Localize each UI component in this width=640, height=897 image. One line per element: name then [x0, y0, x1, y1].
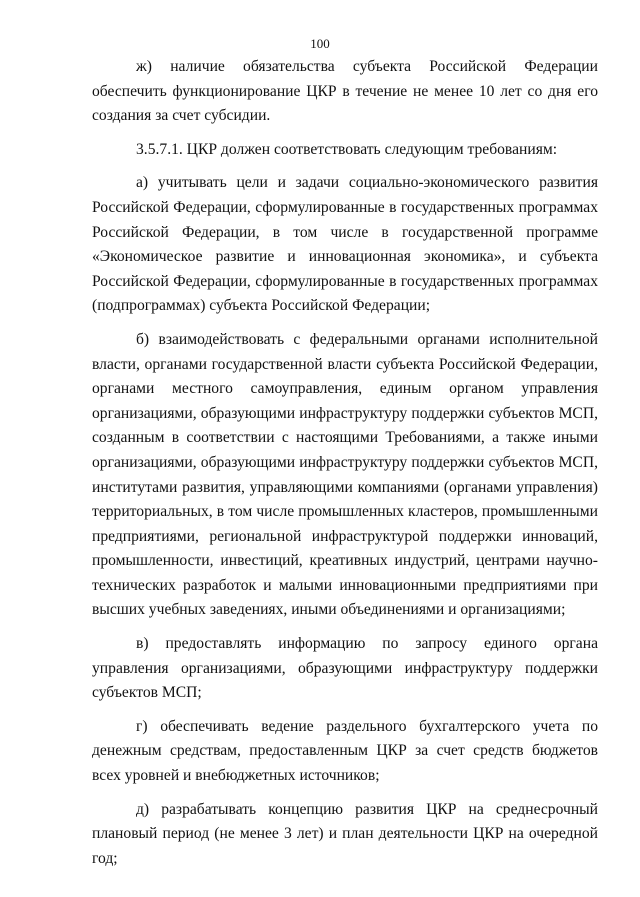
paragraph-a: а) учитывать цели и задачи социально-экономического развития Российской Федерации, сформулированные в государственных программах Российской Федерации, в том числе в государственной программе «Экономическое развитие и инновационная экономика», и субъекта Российской Федерации, сформулированные в государственных программах (подпрограммах) субъекта Российской Федерации; [92, 174, 598, 315]
paragraph-v: в) предоставлять информацию по запросу единого органа управления организациями, образующими инфраструктуру поддержки субъектов МСП; [92, 635, 598, 702]
page-number: 100 [310, 36, 330, 51]
paragraph-d: д) разрабатывать концепцию развития ЦКР на среднесрочный плановый период (не менее 3 лет) и план деятельности ЦКР на очередной год; [92, 800, 598, 867]
paragraph-b: б) взаимодействовать с федеральными органами исполнительной власти, органами государственной власти субъекта Российской Федерации, органами местного самоуправления, единым органом управления организациями, образующими инфраструктуру поддержки субъектов МСП, созданным в соответствии с настоящими Требованиями, а также иными организациями, образующими инфраструктуру поддержки субъектов МСП, институтами развития, управляющими компаниями (органами управления) территориальных, в том числе промышленных кластеров, промышленными предприятиями, региональной инфраструктурой поддержки инноваций, промышленности, инвестиций, креативных индустрий, центрами научно-технических разработок и малыми инновационными предприятиями при высших учебных заведениях, иными объединениями и организациями; [92, 330, 598, 619]
paragraph-zh: ж) наличие обязательства субъекта Российской Федерации обеспечить функционирование ЦКР в течение не менее 10 лет со дня его создания за счет субсидии. [92, 58, 598, 125]
document-body [92, 55, 598, 871]
paragraph-g: г) обеспечивать ведение раздельного бухгалтерского учета по денежным средствам, предоставленным ЦКР за счет средств бюджетов всех уровней и внебюджетных источников; [92, 717, 598, 785]
paragraph-3-5-7-1: 3.5.7.1. ЦКР должен соответствовать следующим требованиям: [136, 140, 558, 158]
